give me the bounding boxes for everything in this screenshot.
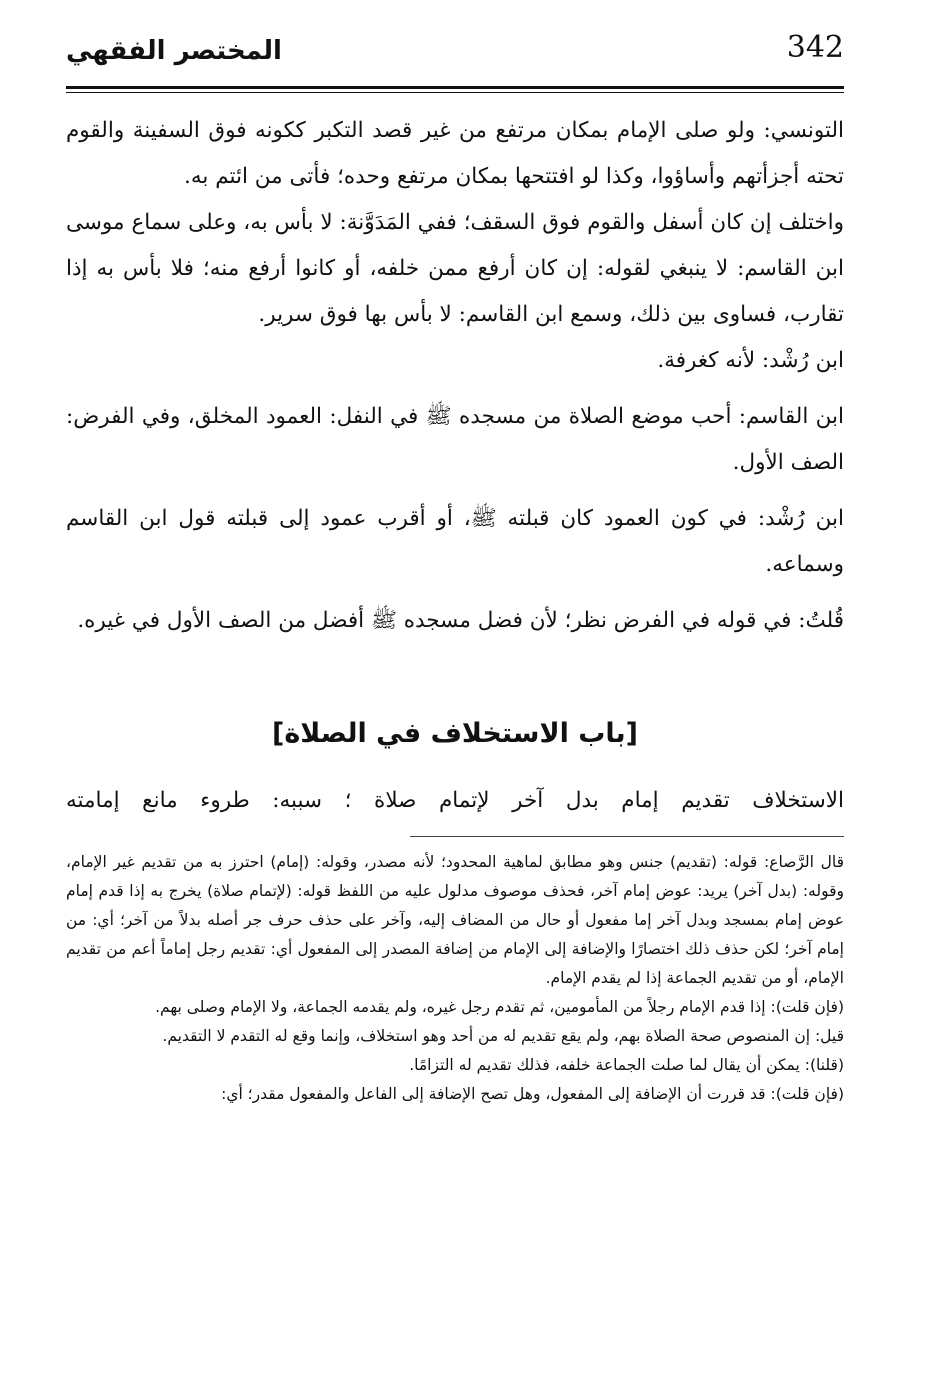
paragraph: ابن رُشْد: لأنه كغرفة. — [657, 348, 844, 373]
footnote: قال الرَّصاع: قوله: (تقديم) جنس وهو مطابق لماهية المحدود؛ لأنه مصدر، وقوله: (إمام) احترز به من تقديم غير الإمام، وقوله: (بدل آخر) يريد: عوض إمام آخر، فحذف موصوف مدلول عليه من اللفظ قوله: (لإتمام صلاة) يخرج به إذا قدم إمام عوض إمام بمسجد وبدل آخر إما مفعول أو حال من المضاف إليه، وآخر على حذف حرف جر أصله بدلاً من آخر؛ أي: من إمام آخر؛ لكن حذف ذلك اختصارًا والإضافة إلى الإمام من إضافة المصدر إلى المفعول أي: تقديم رجل إماماً أعم من تقديم الإمام، أو من تقديم الجماعة إذا لم يقدم الإمام. — [66, 853, 844, 987]
section-title: [باب الاستخلاف في الصلاة] — [272, 718, 638, 749]
footnote: (قلنا): يمكن أن يقال لما صلت الجماعة خلفه، فذلك تقديم له التزامًا. — [409, 1056, 844, 1074]
header-rule-thin — [66, 92, 844, 93]
main-text — [66, 108, 844, 644]
footnote: (فإن قلت): إذا قدم الإمام رجلاً من المأمومين، ثم تقدم رجل غيره، ولم يقدمه الجماعة، ولا الإمام وصلى بهم. — [155, 998, 844, 1016]
book-title: المختصر الفقهي — [66, 36, 282, 66]
footnote-separator — [410, 836, 844, 837]
footnote: (فإن قلت): قد قررت أن الإضافة إلى المفعول، وهل تصح الإضافة إلى الفاعل والمفعول مقدر؛ أي: — [221, 1085, 844, 1103]
footnote: قيل: إن المنصوص صحة الصلاة بهم، ولم يقع تقديم له من أحد وهو استخلاف، وإنما وقع له التقدم لا التقديم. — [162, 1027, 844, 1045]
paragraph: واختلف إن كان أسفل والقوم فوق السقف؛ ففي المَدَوَّنة: لا بأس به، وعلى سماع موسى ابن القاسم: لا ينبغي لقوله: إن كان أرفع ممن خلفه، أو كانوا أرفع منه؛ فلا بأس به إذا تقارب، فساوى بين ذلك، وسمع ابن القاسم: لا بأس بها فوق سرير. — [66, 210, 844, 327]
paragraph: ابن رُشْد: في كون العمود كان قبلته ﷺ، أو أقرب عمود إلى قبلته قول ابن القاسم وسماعه. — [66, 506, 844, 577]
header-rule — [66, 86, 844, 89]
definition-line: الاستخلاف تقديم إمام بدل آخر لإتمام صلاة ؛ سببه: طروء مانع إمامته — [66, 788, 844, 813]
paragraph: قُلتُ: في قوله في الفرض نظر؛ لأن فضل مسجده ﷺ أفضل من الصف الأول في غيره. — [77, 608, 844, 633]
page-number: 342 — [786, 30, 844, 65]
paragraph: ابن القاسم: أحب موضع الصلاة من مسجده ﷺ في النفل: العمود المخلق، وفي الفرض: الصف الأول. — [66, 404, 844, 475]
page-header — [66, 28, 844, 92]
paragraph: التونسي: ولو صلى الإمام بمكان مرتفع من غير قصد التكبر ككونه فوق السفينة والقوم تحته أجزأتهم وأساؤوا، وكذا لو افتتحها بمكان مرتفع وحده؛ فأتى من ائتم به. — [66, 118, 844, 189]
footnotes — [66, 848, 844, 1109]
